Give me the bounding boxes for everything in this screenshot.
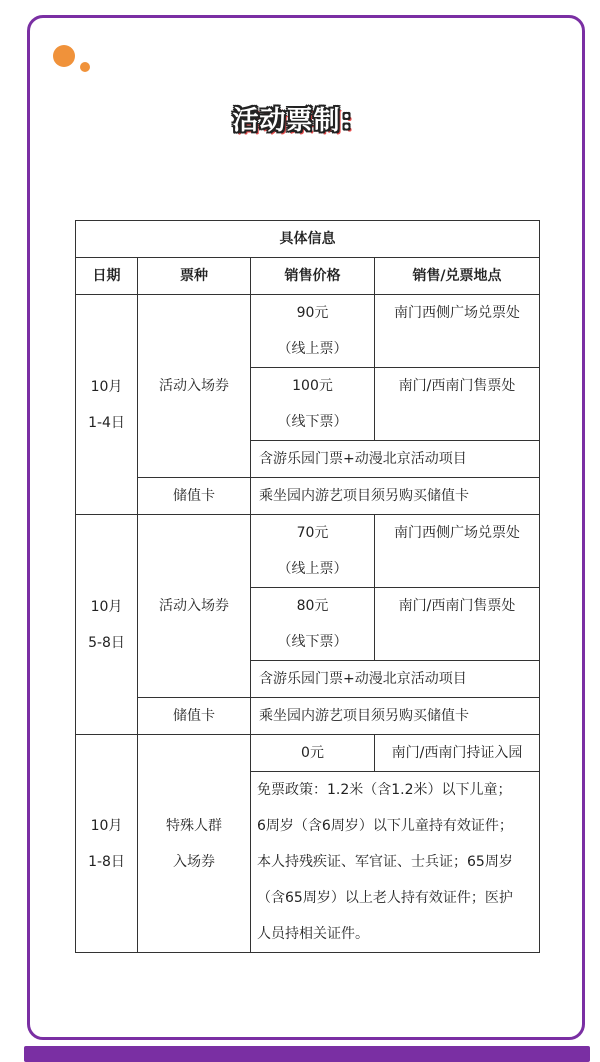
column-header-ticket-type: 票种 bbox=[138, 258, 251, 295]
card-note-cell: 乘坐园内游艺项目须另购买储值卡 bbox=[251, 478, 540, 515]
date-cell: 10月 5-8日 bbox=[76, 515, 138, 735]
card-type-cell: 储值卡 bbox=[138, 478, 251, 515]
ticket-type-cell: 特殊人群 入场券 bbox=[138, 735, 251, 953]
policy-cell bbox=[251, 772, 540, 953]
price-cell: 70元 （线上票） bbox=[251, 515, 375, 588]
place-cell: 南门/西南门售票处 bbox=[375, 368, 540, 441]
policy-line: 6周岁（含6周岁）以下儿童持有效证件； bbox=[257, 818, 513, 834]
includes-cell: 含游乐园门票+动漫北京活动项目 bbox=[251, 441, 540, 478]
card-note-cell: 乘坐园内游艺项目须另购买储值卡 bbox=[251, 698, 540, 735]
ticket-type-cell: 活动入场券 bbox=[138, 295, 251, 478]
policy-line: 本人持残疾证、军官证、士兵证；65周岁 bbox=[257, 854, 513, 870]
column-header-price: 销售价格 bbox=[251, 258, 375, 295]
place-cell: 南门/西南门持证入园 bbox=[375, 735, 540, 772]
policy-line: 免票政策：1.2米（含1.2米）以下儿童； bbox=[257, 782, 512, 798]
place-cell: 南门西侧广场兑票处 bbox=[375, 295, 540, 368]
column-header-place: 销售/兑票地点 bbox=[375, 258, 540, 295]
card-type-cell: 储值卡 bbox=[138, 698, 251, 735]
date-cell: 10月 1-4日 bbox=[76, 295, 138, 515]
column-header-date: 日期 bbox=[76, 258, 138, 295]
ticket-type-cell: 活动入场券 bbox=[138, 515, 251, 698]
policy-line: （含65周岁）以上老人持有效证件；医护 bbox=[257, 890, 513, 906]
price-cell: 100元 （线下票） bbox=[251, 368, 375, 441]
page-title: 活动票制： bbox=[232, 106, 368, 136]
decorative-dot-large bbox=[53, 45, 75, 67]
place-cell: 南门/西南门售票处 bbox=[375, 588, 540, 661]
place-cell: 南门西侧广场兑票处 bbox=[375, 515, 540, 588]
price-cell: 0元 bbox=[251, 735, 375, 772]
price-cell: 80元 （线下票） bbox=[251, 588, 375, 661]
bottom-bar bbox=[24, 1046, 590, 1062]
date-cell: 10月 1-8日 bbox=[76, 735, 138, 953]
price-cell: 90元 （线上票） bbox=[251, 295, 375, 368]
includes-cell: 含游乐园门票+动漫北京活动项目 bbox=[251, 661, 540, 698]
policy-line: 人员持相关证件。 bbox=[257, 926, 369, 942]
ticket-table bbox=[75, 220, 540, 953]
table-title: 具体信息 bbox=[76, 221, 540, 258]
decorative-dot-small bbox=[80, 62, 90, 72]
